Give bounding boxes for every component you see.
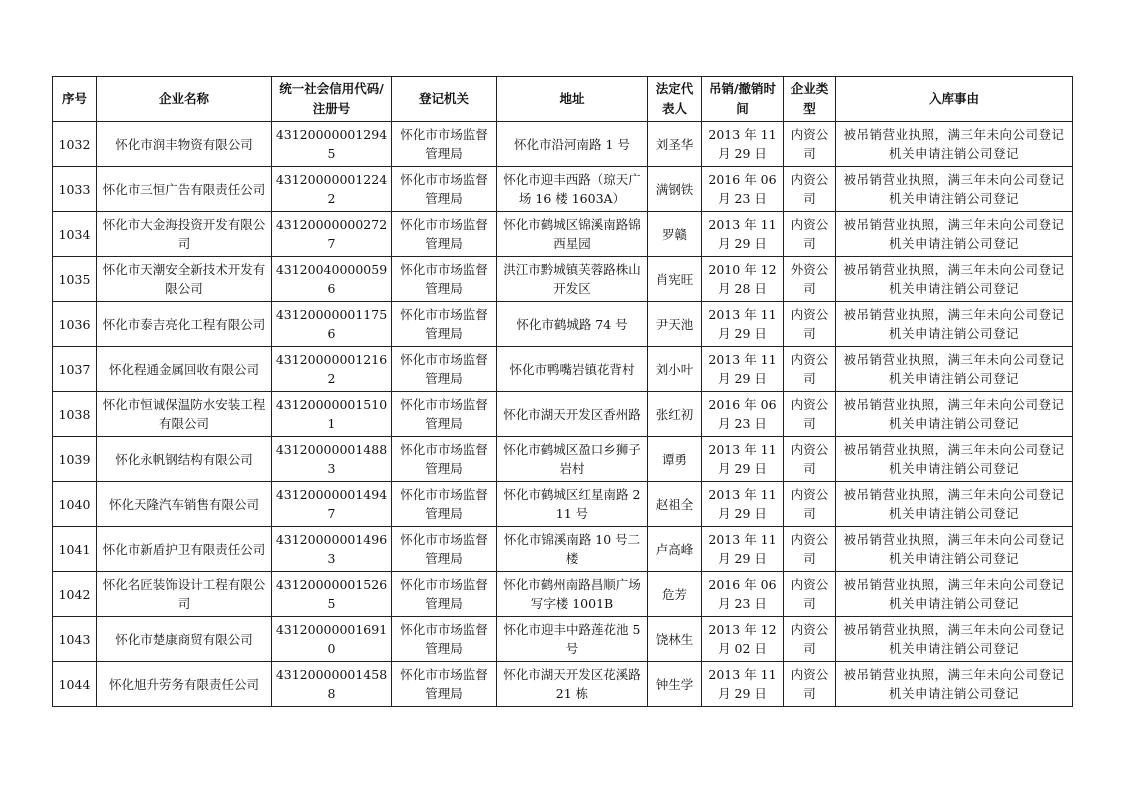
cell-reason: 被吊销营业执照，满三年未向公司登记机关申请注销公司登记 — [836, 167, 1073, 212]
cell-rep: 刘圣华 — [648, 122, 702, 167]
table-row — [53, 167, 1073, 212]
cell-name: 怀化名匠装饰设计工程有限公司 — [97, 572, 272, 617]
cell-type: 内资公司 — [784, 347, 836, 392]
cell-date: 2013 年 11 月 29 日 — [702, 527, 784, 572]
cell-reason: 被吊销营业执照，满三年未向公司登记机关申请注销公司登记 — [836, 302, 1073, 347]
cell-rep: 罗赣 — [648, 212, 702, 257]
header-type: 企业类型 — [784, 77, 836, 122]
cell-seq: 1033 — [53, 167, 97, 212]
table-row — [53, 617, 1073, 662]
cell-name: 怀化市润丰物资有限公司 — [97, 122, 272, 167]
cell-reason: 被吊销营业执照，满三年未向公司登记机关申请注销公司登记 — [836, 437, 1073, 482]
cell-authority: 怀化市市场监督管理局 — [392, 437, 497, 482]
cell-reason: 被吊销营业执照，满三年未向公司登记机关申请注销公司登记 — [836, 347, 1073, 392]
cell-seq: 1042 — [53, 572, 97, 617]
cell-authority: 怀化市市场监督管理局 — [392, 482, 497, 527]
cell-authority: 怀化市市场监督管理局 — [392, 572, 497, 617]
cell-authority: 怀化市市场监督管理局 — [392, 392, 497, 437]
cell-reason: 被吊销营业执照，满三年未向公司登记机关申请注销公司登记 — [836, 122, 1073, 167]
table-row — [53, 257, 1073, 302]
cell-seq: 1035 — [53, 257, 97, 302]
cell-type: 内资公司 — [784, 572, 836, 617]
cell-rep: 钟生学 — [648, 662, 702, 707]
cell-type: 内资公司 — [784, 662, 836, 707]
cell-name: 怀化市三恒广告有限责任公司 — [97, 167, 272, 212]
cell-authority: 怀化市市场监督管理局 — [392, 527, 497, 572]
cell-authority: 怀化市市场监督管理局 — [392, 212, 497, 257]
cell-name: 怀化市新盾护卫有限责任公司 — [97, 527, 272, 572]
cell-seq: 1036 — [53, 302, 97, 347]
cell-code: 431200000014588 — [272, 662, 392, 707]
cell-name: 怀化程通金属回收有限公司 — [97, 347, 272, 392]
cell-date: 2016 年 06 月 23 日 — [702, 167, 784, 212]
cell-name: 怀化市天潮安全新技术开发有限公司 — [97, 257, 272, 302]
cell-rep: 张红初 — [648, 392, 702, 437]
table-row — [53, 527, 1073, 572]
header-seq: 序号 — [53, 77, 97, 122]
cell-rep: 刘小叶 — [648, 347, 702, 392]
cell-reason: 被吊销营业执照，满三年未向公司登记机关申请注销公司登记 — [836, 212, 1073, 257]
cell-rep: 尹天池 — [648, 302, 702, 347]
cell-type: 内资公司 — [784, 302, 836, 347]
cell-name: 怀化市恒诚保温防水安装工程有限公司 — [97, 392, 272, 437]
cell-code: 431200000014947 — [272, 482, 392, 527]
cell-seq: 1032 — [53, 122, 97, 167]
cell-date: 2013 年 12 月 02 日 — [702, 617, 784, 662]
cell-address: 怀化市迎丰中路莲花池 5 号 — [497, 617, 648, 662]
cell-address: 洪江市黔城镇芙蓉路株山开发区 — [497, 257, 648, 302]
cell-code: 431200400000596 — [272, 257, 392, 302]
cell-reason: 被吊销营业执照，满三年未向公司登记机关申请注销公司登记 — [836, 572, 1073, 617]
cell-date: 2013 年 11 月 29 日 — [702, 662, 784, 707]
table-row — [53, 392, 1073, 437]
cell-name: 怀化天隆汽车销售有限公司 — [97, 482, 272, 527]
cell-code: 431200000012162 — [272, 347, 392, 392]
cell-date: 2013 年 11 月 29 日 — [702, 122, 784, 167]
cell-rep: 赵祖全 — [648, 482, 702, 527]
cell-address: 怀化市湖天开发区香州路 — [497, 392, 648, 437]
cell-date: 2013 年 11 月 29 日 — [702, 302, 784, 347]
cell-code: 431200000012945 — [272, 122, 392, 167]
revoked-enterprise-table — [52, 76, 1073, 707]
table-row — [53, 572, 1073, 617]
cell-date: 2010 年 12 月 28 日 — [702, 257, 784, 302]
cell-address: 怀化市沿河南路 1 号 — [497, 122, 648, 167]
table-row — [53, 122, 1073, 167]
table-row — [53, 437, 1073, 482]
header-address: 地址 — [497, 77, 648, 122]
cell-type: 内资公司 — [784, 527, 836, 572]
cell-authority: 怀化市市场监督管理局 — [392, 257, 497, 302]
cell-seq: 1044 — [53, 662, 97, 707]
cell-reason: 被吊销营业执照，满三年未向公司登记机关申请注销公司登记 — [836, 527, 1073, 572]
cell-date: 2013 年 11 月 29 日 — [702, 437, 784, 482]
cell-address: 怀化市鹤城区红星南路 211 号 — [497, 482, 648, 527]
cell-date: 2016 年 06 月 23 日 — [702, 392, 784, 437]
cell-rep: 危芳 — [648, 572, 702, 617]
cell-reason: 被吊销营业执照，满三年未向公司登记机关申请注销公司登记 — [836, 662, 1073, 707]
cell-seq: 1037 — [53, 347, 97, 392]
cell-reason: 被吊销营业执照，满三年未向公司登记机关申请注销公司登记 — [836, 482, 1073, 527]
cell-address: 怀化市鸭嘴岩镇花背村 — [497, 347, 648, 392]
cell-type: 内资公司 — [784, 212, 836, 257]
cell-seq: 1039 — [53, 437, 97, 482]
cell-reason: 被吊销营业执照，满三年未向公司登记机关申请注销公司登记 — [836, 392, 1073, 437]
cell-authority: 怀化市市场监督管理局 — [392, 347, 497, 392]
cell-name: 怀化永帆钢结构有限公司 — [97, 437, 272, 482]
cell-seq: 1038 — [53, 392, 97, 437]
header-authority: 登记机关 — [392, 77, 497, 122]
cell-type: 内资公司 — [784, 482, 836, 527]
cell-reason: 被吊销营业执照，满三年未向公司登记机关申请注销公司登记 — [836, 257, 1073, 302]
table-row — [53, 662, 1073, 707]
table-row — [53, 302, 1073, 347]
cell-address: 怀化市迎丰西路（琼天广场 16 楼 1603A） — [497, 167, 648, 212]
header-date: 吊销/撤销时间 — [702, 77, 784, 122]
cell-rep: 满钢铁 — [648, 167, 702, 212]
cell-address: 怀化市湖天开发区花溪路 21 栋 — [497, 662, 648, 707]
header-reason: 入库事由 — [836, 77, 1073, 122]
cell-code: 431200000015265 — [272, 572, 392, 617]
cell-date: 2013 年 11 月 29 日 — [702, 212, 784, 257]
cell-seq: 1034 — [53, 212, 97, 257]
cell-type: 内资公司 — [784, 167, 836, 212]
cell-date: 2013 年 11 月 29 日 — [702, 482, 784, 527]
header-name: 企业名称 — [97, 77, 272, 122]
cell-address: 怀化市鹤州南路昌顺广场写字楼 1001B — [497, 572, 648, 617]
cell-seq: 1041 — [53, 527, 97, 572]
cell-rep: 卢高峰 — [648, 527, 702, 572]
cell-address: 怀化市鹤城路 74 号 — [497, 302, 648, 347]
table-body — [53, 122, 1073, 707]
cell-date: 2016 年 06 月 23 日 — [702, 572, 784, 617]
cell-code: 431200000015101 — [272, 392, 392, 437]
table-row — [53, 482, 1073, 527]
cell-code: 431200000012242 — [272, 167, 392, 212]
cell-name: 怀化市大金海投资开发有限公司 — [97, 212, 272, 257]
cell-type: 内资公司 — [784, 437, 836, 482]
cell-code: 431200000016910 — [272, 617, 392, 662]
cell-authority: 怀化市市场监督管理局 — [392, 167, 497, 212]
cell-address: 怀化市锦溪南路 10 号二楼 — [497, 527, 648, 572]
cell-authority: 怀化市市场监督管理局 — [392, 122, 497, 167]
cell-code: 431200000014963 — [272, 527, 392, 572]
cell-name: 怀化旭升劳务有限责任公司 — [97, 662, 272, 707]
cell-type: 内资公司 — [784, 122, 836, 167]
cell-code: 431200000011756 — [272, 302, 392, 347]
cell-seq: 1043 — [53, 617, 97, 662]
cell-address: 怀化市鹤城区锦溪南路锦西星园 — [497, 212, 648, 257]
cell-rep: 肖宪旺 — [648, 257, 702, 302]
cell-rep: 饶林生 — [648, 617, 702, 662]
cell-name: 怀化市泰吉亮化工程有限公司 — [97, 302, 272, 347]
header-code: 统一社会信用代码/注册号 — [272, 77, 392, 122]
cell-type: 内资公司 — [784, 617, 836, 662]
cell-type: 外资公司 — [784, 257, 836, 302]
cell-code: 431200000014883 — [272, 437, 392, 482]
table-row — [53, 347, 1073, 392]
cell-rep: 谭勇 — [648, 437, 702, 482]
cell-date: 2013 年 11 月 29 日 — [702, 347, 784, 392]
cell-address: 怀化市鹤城区盈口乡狮子岩村 — [497, 437, 648, 482]
cell-seq: 1040 — [53, 482, 97, 527]
cell-name: 怀化市楚康商贸有限公司 — [97, 617, 272, 662]
cell-reason: 被吊销营业执照，满三年未向公司登记机关申请注销公司登记 — [836, 617, 1073, 662]
cell-authority: 怀化市市场监督管理局 — [392, 662, 497, 707]
table-header-row — [53, 77, 1073, 122]
cell-authority: 怀化市市场监督管理局 — [392, 617, 497, 662]
cell-authority: 怀化市市场监督管理局 — [392, 302, 497, 347]
cell-type: 内资公司 — [784, 392, 836, 437]
header-rep: 法定代表人 — [648, 77, 702, 122]
cell-code: 431200000002727 — [272, 212, 392, 257]
table-row — [53, 212, 1073, 257]
